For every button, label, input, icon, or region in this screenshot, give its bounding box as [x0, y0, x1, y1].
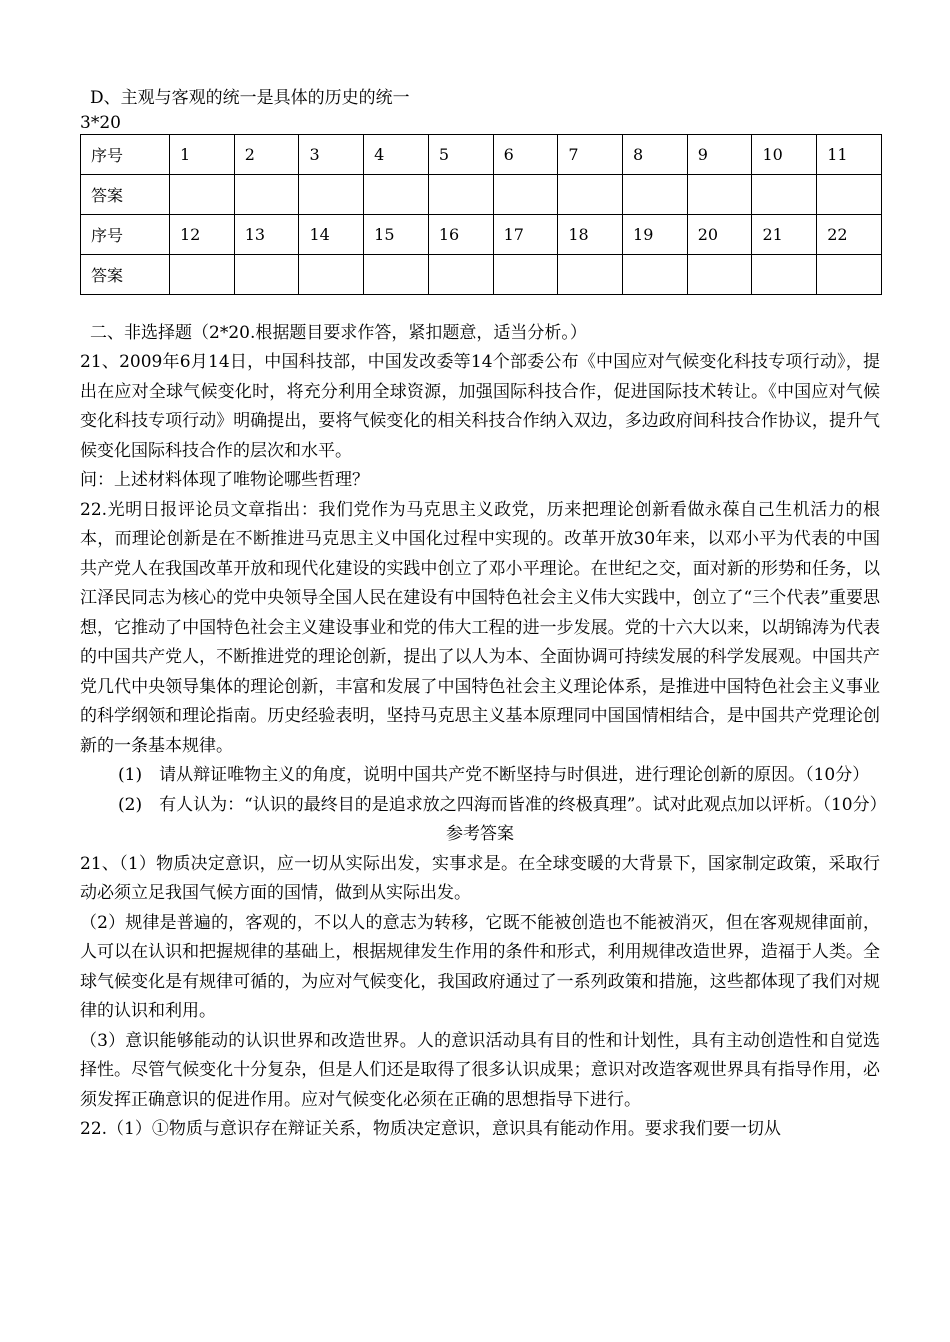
answer-cell[interactable]	[299, 254, 364, 294]
number-cell: 4	[364, 134, 429, 174]
number-cell: 5	[428, 134, 493, 174]
answer-cell[interactable]	[364, 254, 429, 294]
table-row	[81, 174, 882, 214]
answer-cell[interactable]	[170, 174, 235, 214]
number-cell: 15	[364, 214, 429, 254]
score-label: 3*20	[80, 113, 121, 132]
row-label-answer: 答案	[81, 254, 170, 294]
answer-22-part1: 22.（1）①物质与意识存在辩证关系，物质决定意识，意识具有能动作用。要求我们要一切从	[80, 1119, 781, 1139]
question-22-sub2: (2) 有人认为：“认识的最终目的是追求放之四海而皆准的终极真理”。试对此观点加以评析。（10分）	[118, 794, 887, 815]
answer-cell[interactable]	[170, 254, 235, 294]
answer-21-part3: （3）意识能够能动的认识世界和改造世界。人的意识活动具有目的性和计划性，具有主动创造性和自觉选择性。尽管气候变化十分复杂，但是人们还是取得了很多认识成果；意识对改造客观世界具有指导作用，必须发挥正确意识的促进作用。应对气候变化必须在正确的思想指导下进行。	[80, 1030, 880, 1110]
answer-cell[interactable]	[493, 174, 558, 214]
option-d-line: D、主观与客观的统一是具体的历史的统一	[90, 88, 410, 108]
answer-cell[interactable]	[623, 174, 688, 214]
number-cell: 10	[752, 134, 817, 174]
table-row	[81, 214, 882, 254]
number-cell: 18	[558, 214, 623, 254]
document-page	[80, 84, 887, 1145]
number-cell: 22	[817, 214, 882, 254]
table-row	[81, 254, 882, 294]
answer-cell[interactable]	[299, 174, 364, 214]
row-label-answer: 答案	[81, 174, 170, 214]
answer-cell[interactable]	[752, 174, 817, 214]
number-cell: 9	[687, 134, 752, 174]
number-cell: 1	[170, 134, 235, 174]
number-cell: 20	[687, 214, 752, 254]
answer-cell[interactable]	[364, 174, 429, 214]
number-cell: 13	[234, 214, 299, 254]
question-22-sub1: (1) 请从辩证唯物主义的角度，说明中国共产党不断坚持与时俱进，进行理论创新的原因。（10分）	[118, 765, 870, 785]
answer-cell[interactable]	[234, 254, 299, 294]
number-cell: 11	[817, 134, 882, 174]
number-cell: 21	[752, 214, 817, 254]
answer-cell[interactable]	[817, 254, 882, 294]
number-cell: 19	[623, 214, 688, 254]
answer-cell[interactable]	[623, 254, 688, 294]
row-label-number: 序号	[81, 134, 170, 174]
answer-table	[80, 134, 882, 295]
answer-21-part2: （2）规律是普遍的，客观的，不以人的意志为转移，它既不能被创造也不能被消灭，但在客观规律面前，人可以在认识和把握规律的基础上，根据规律发生作用的条件和形式，利用规律改造世界，造福于人类。全球气候变化是有规律可循的，为应对气候变化，我国政府通过了一系列政策和措施，这些都体现了我们对规律的认识和利用。	[80, 912, 880, 1021]
number-cell: 7	[558, 134, 623, 174]
answer-cell[interactable]	[687, 254, 752, 294]
question-22-text: 22.光明日报评论员文章指出：我们党作为马克思主义政党，历来把理论创新看做永葆自己生机活力的根本，而理论创新是在不断推进马克思主义中国化过程中实现的。改革开放30年来，以邓小平为代表的中国共产党人在我国改革开放和现代化建设的实践中创立了邓小平理论。在世纪之交，面对新的形势和任务，以江泽民同志为核心的党中央领导全国人民在建设有中国特色社会主义伟大实践中，创立了“三个代表”重要思想，它推动了中国特色社会主义建设事业和党的伟大工程的进一步发展。党的十六大以来，以胡锦涛为代表的中国共产党人，不断推进党的理论创新，提出了以人为本、全面协调可持续发展的科学发展观。中国共产党几代中央领导集体的理论创新，丰富和发展了中国特色社会主义理论体系，是推进中国特色社会主义事业的科学纲领和理论指南。历史经验表明，坚持马克思主义基本原理同中国国情相结合，是中国共产党理论创新的一条基本规律。	[80, 499, 880, 756]
number-cell: 6	[493, 134, 558, 174]
answer-cell[interactable]	[234, 174, 299, 214]
number-cell: 17	[493, 214, 558, 254]
question-21-prompt: 问：上述材料体现了唯物论哪些哲理？	[80, 470, 369, 490]
answer-cell[interactable]	[428, 254, 493, 294]
number-cell: 2	[234, 134, 299, 174]
answer-cell[interactable]	[558, 254, 623, 294]
number-cell: 3	[299, 134, 364, 174]
table-row	[81, 134, 882, 174]
question-21-text: 21、2009年6月14日，中国科技部，中国发改委等14个部委公布《中国应对气候变化科技专项行动》，提出在应对全球气候变化时，将充分利用全球资源，加强国际科技合作，促进国际技术转让。《中国应对气候变化科技专项行动》明确提出，要将气候变化的相关科技合作纳入双边，多边政府间科技合作协议，提升气候变化国际科技合作的层次和水平。	[80, 352, 880, 461]
number-cell: 12	[170, 214, 235, 254]
number-cell: 16	[428, 214, 493, 254]
number-cell: 8	[623, 134, 688, 174]
number-cell: 14	[299, 214, 364, 254]
answer-cell[interactable]	[817, 174, 882, 214]
section-title: 二、非选择题（2*20.根据题目要求作答，紧扣题意，适当分析。）	[90, 322, 587, 343]
answer-21-part1: 21、（1）物质决定意识，应一切从实际出发，实事求是。在全球变暖的大背景下，国家制定政策，采取行动必须立足我国气候方面的国情，做到从实际出发。	[80, 853, 880, 903]
answer-cell[interactable]	[428, 174, 493, 214]
answers-title: 参考答案	[446, 824, 514, 844]
row-label-number: 序号	[81, 214, 170, 254]
answer-cell[interactable]	[752, 254, 817, 294]
answer-cell[interactable]	[493, 254, 558, 294]
answer-cell[interactable]	[558, 174, 623, 214]
answer-cell[interactable]	[687, 174, 752, 214]
